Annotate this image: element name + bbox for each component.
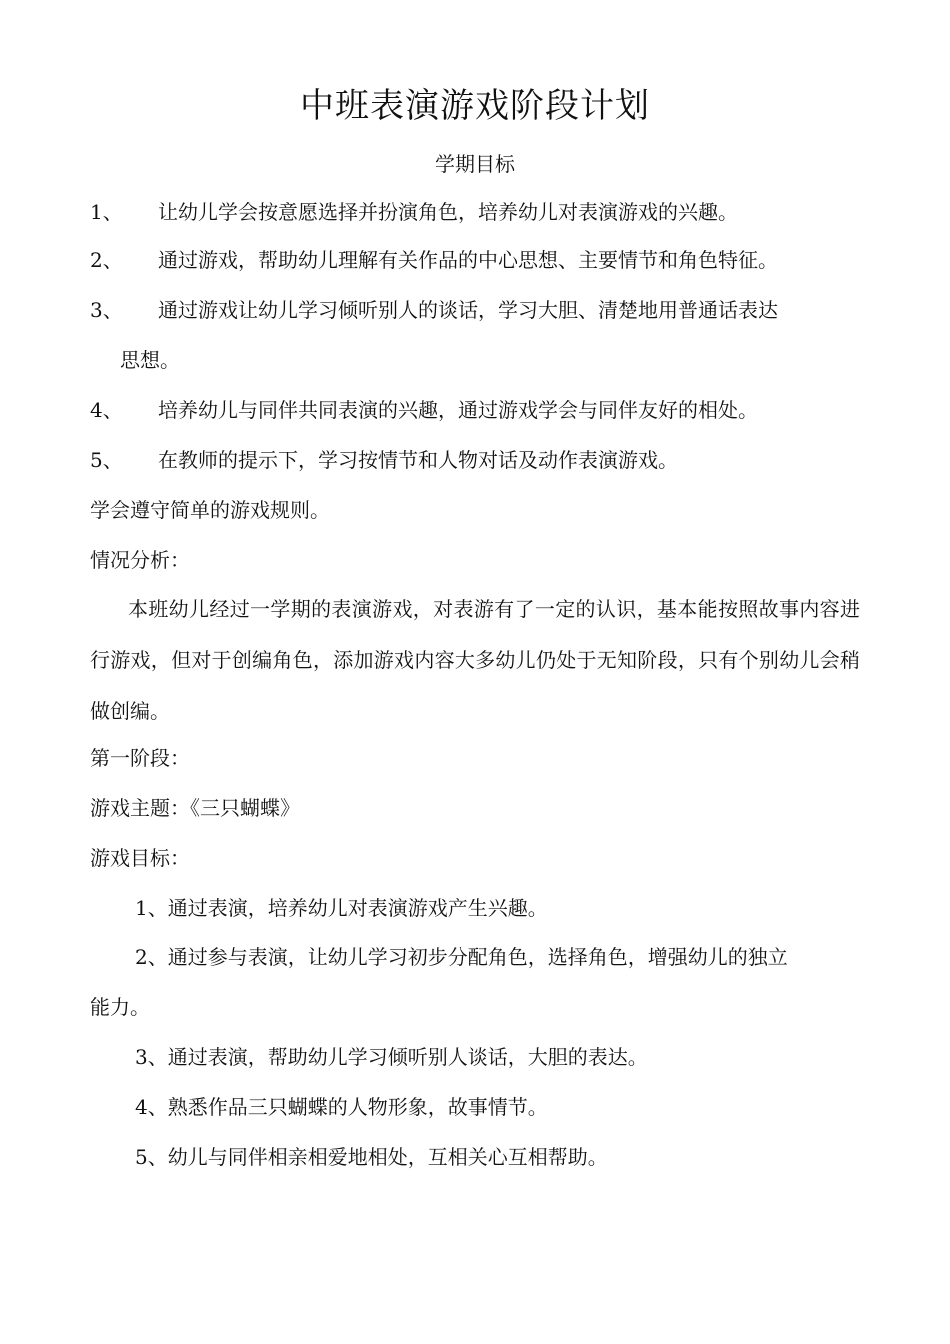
game-theme: 游戏主题：《三只蝴蝶》 (90, 796, 300, 820)
goal-number: 3、 (90, 298, 123, 322)
goal-number: 1、 (90, 200, 123, 224)
goal-text-continuation: 思想。 (120, 348, 180, 372)
page-title: 中班表演游戏阶段计划 (300, 86, 650, 126)
goal-number: 5、 (90, 448, 123, 472)
analysis-paragraph: 本班幼儿经过一学期的表演游戏，对表游有了一定的认识，基本能按照故事内容进行游戏，但对于创编角色，添加游戏内容大多幼儿仍处于无知阶段，只有个别幼儿会稍做创编。 (90, 597, 860, 723)
stage-goal-item: 3、通过表演，帮助幼儿学习倾听别人谈话，大胆的表达。 (135, 1045, 648, 1069)
stage-goal-item: 5、幼儿与同伴相亲相爱地相处，互相关心互相帮助。 (135, 1145, 608, 1169)
analysis-heading: 情况分析： (90, 548, 190, 572)
rule-line: 学会遵守简单的游戏规则。 (90, 498, 330, 522)
game-goal-heading: 游戏目标： (90, 846, 190, 870)
goal-number: 2、 (90, 248, 123, 272)
stage-goal-continuation: 能力。 (90, 995, 150, 1019)
stage-goal-item: 2、通过参与表演，让幼儿学习初步分配角色，选择角色，增强幼儿的独立 (135, 945, 788, 969)
goal-text: 培养幼儿与同伴共同表演的兴趣，通过游戏学会与同伴友好的相处。 (158, 398, 758, 422)
section-subtitle: 学期目标 (435, 152, 515, 176)
goal-number: 4、 (90, 398, 123, 422)
stage-heading: 第一阶段： (90, 746, 190, 770)
goal-text: 在教师的提示下，学习按情节和人物对话及动作表演游戏。 (158, 448, 678, 472)
goal-text: 通过游戏让幼儿学习倾听别人的谈话，学习大胆、清楚地用普通话表达 (158, 298, 778, 322)
stage-goal-item: 4、熟悉作品三只蝴蝶的人物形象，故事情节。 (135, 1095, 548, 1119)
stage-goal-item: 1、通过表演，培养幼儿对表演游戏产生兴趣。 (135, 896, 548, 920)
goal-text: 让幼儿学会按意愿选择并扮演角色，培养幼儿对表演游戏的兴趣。 (158, 200, 738, 224)
goal-text: 通过游戏，帮助幼儿理解有关作品的中心思想、主要情节和角色特征。 (158, 248, 778, 272)
